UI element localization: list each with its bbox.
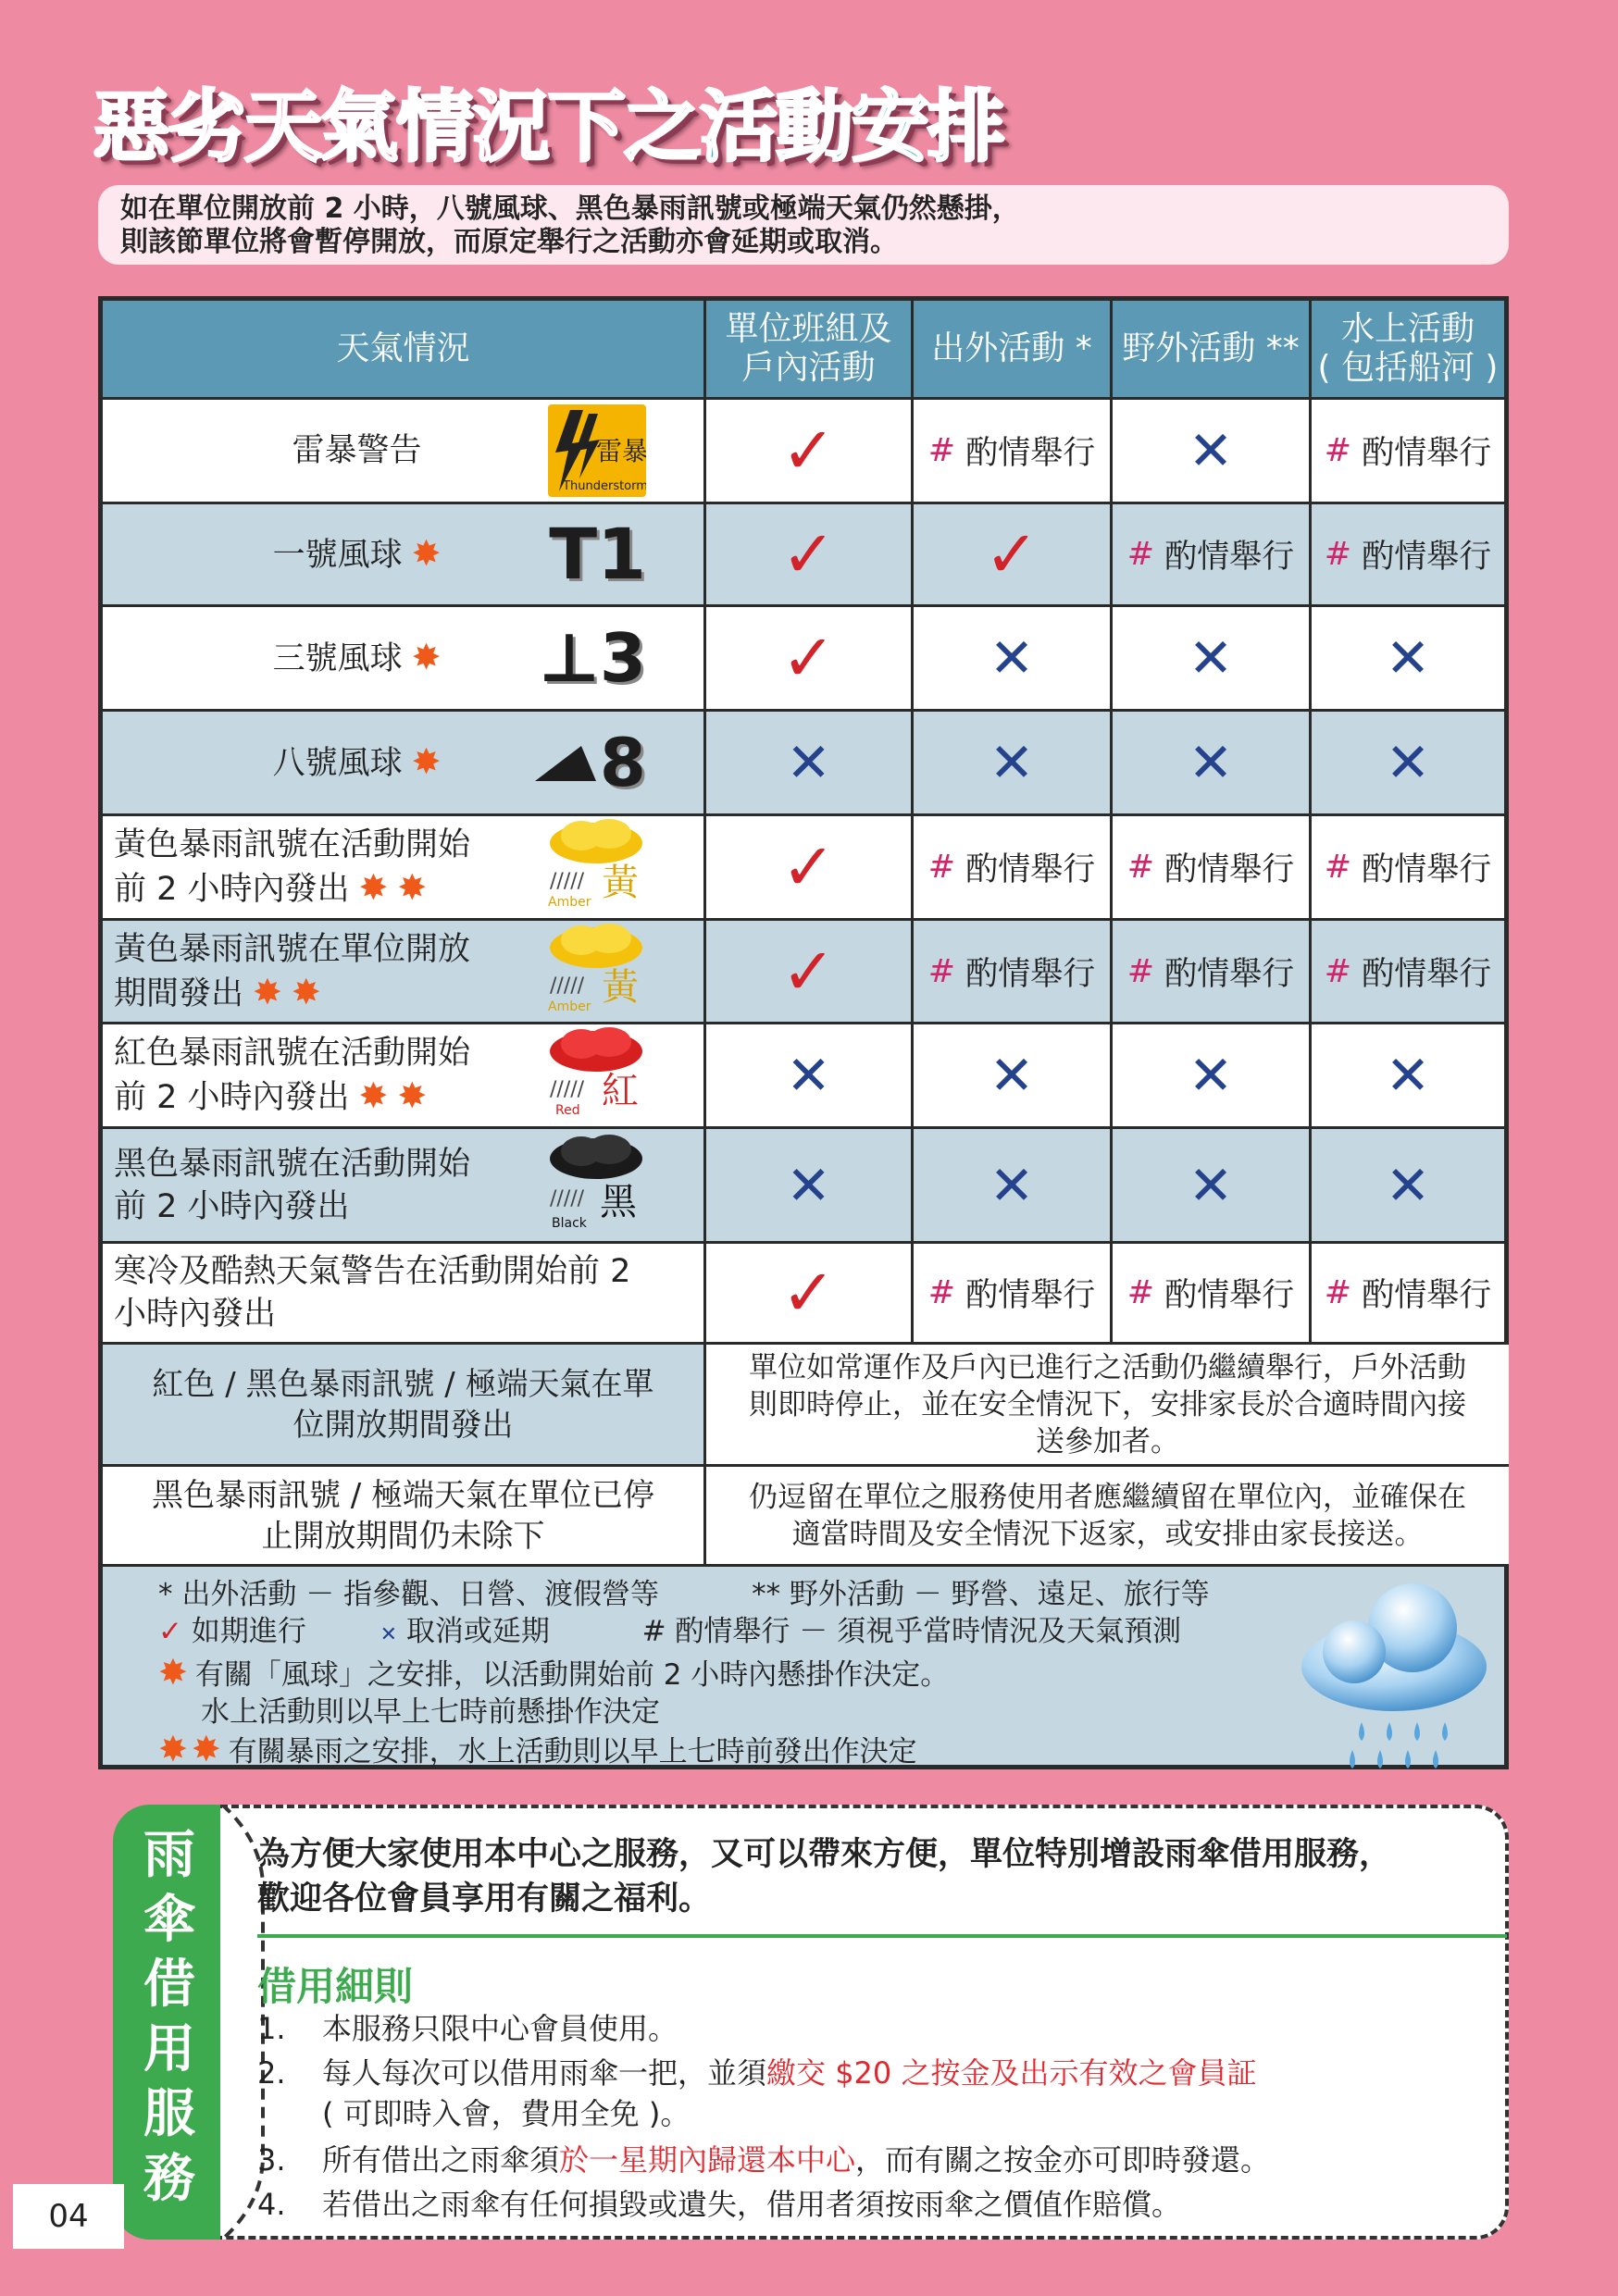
svg-text:Red: Red — [555, 1103, 580, 1116]
outing-value: # 酌情舉行 — [914, 816, 1113, 921]
table-header-row — [103, 301, 1504, 400]
table-row — [103, 1024, 1504, 1129]
outing-value — [914, 504, 1113, 607]
svg-text:Amber: Amber — [548, 895, 591, 908]
rule-item: 1. 本服務只限中心會員使用。 — [257, 2011, 678, 2046]
field-value: # 酌情舉行 — [1113, 921, 1312, 1024]
svg-text://///: ///// — [550, 1186, 585, 1210]
merged-arrangement: 仍逗留在單位之服務使用者應繼續留在單位內，並確保在 適當時間及安全情況下返家，或安排由家長接送。 — [706, 1467, 1509, 1567]
star-icon: ✸ — [158, 1729, 188, 1769]
cross-icon: ✕ — [1385, 1044, 1431, 1107]
water-value — [1312, 1129, 1504, 1244]
cross-icon: ✕ — [380, 1623, 397, 1646]
indoor-value — [706, 607, 914, 712]
rule-item: 3. 所有借出之雨傘須於一星期內歸還本中心，而有關之按金亦可即時發還。 — [257, 2142, 1271, 2178]
indoor-value — [706, 1024, 914, 1129]
water-value: # 酌情舉行 — [1312, 1244, 1504, 1345]
rule-item-continued: ( 可即時入會，費用全免 )。 — [322, 2096, 691, 2131]
water-value — [1312, 607, 1504, 712]
svg-text:黃: 黃 — [602, 965, 639, 1009]
condition-cell — [103, 1129, 706, 1244]
svg-text:Black: Black — [552, 1215, 587, 1231]
field-value — [1113, 1129, 1312, 1244]
umbrella-section-title: 雨 傘 借 用 服 務 — [143, 1825, 195, 2209]
condition-label: 八號風球 ✸ — [272, 741, 442, 782]
star-icon: ✸ — [411, 637, 442, 677]
black-rainstorm-icon — [544, 1129, 646, 1242]
svg-text://///: ///// — [550, 1078, 585, 1101]
page-title: 惡劣天氣情況下之活動安排 — [93, 81, 1004, 172]
condition-cell — [103, 400, 706, 504]
table-row — [103, 816, 1504, 921]
cross-icon: ✕ — [1385, 1153, 1431, 1217]
cross-icon: ✕ — [1188, 419, 1234, 482]
svg-text:Amber: Amber — [548, 999, 591, 1012]
cross-icon: ✕ — [1385, 731, 1431, 794]
water-value — [1312, 1024, 1504, 1129]
field-value — [1113, 1024, 1312, 1129]
condition-cell — [103, 712, 706, 816]
condition-label: 寒冷及酷熱天氣警告在活動開始前 2 小時內發出 — [114, 1253, 631, 1333]
condition-label: 三號風球 ✸ — [272, 637, 442, 677]
outing-value: # 酌情舉行 — [914, 1244, 1113, 1345]
borrow-rules-heading: 借用細則 — [257, 1964, 414, 2009]
indoor-value — [706, 504, 914, 607]
outing-value — [914, 1129, 1113, 1244]
indoor-value — [706, 712, 914, 816]
water-value — [1312, 712, 1504, 816]
svg-text://///: ///// — [550, 870, 585, 893]
cross-icon: ✕ — [1188, 731, 1234, 794]
water-value: # 酌情舉行 — [1312, 816, 1504, 921]
condition-label: 黃色暴雨訊號在活動開始 前 2 小時內發出 ✸ ✸ — [114, 826, 471, 908]
header-field: 野外活動 ** — [1113, 301, 1312, 400]
outing-value: # 酌情舉行 — [914, 400, 1113, 504]
signal-3-icon: ⊥3 — [539, 619, 646, 697]
check-icon: ✓ — [158, 1615, 182, 1648]
field-value — [1113, 400, 1312, 504]
cross-icon: ✕ — [1188, 1044, 1234, 1107]
field-value — [1113, 607, 1312, 712]
check-icon: ✓ — [781, 829, 836, 905]
table-row — [103, 921, 1504, 1024]
water-value: # 酌情舉行 — [1312, 921, 1504, 1024]
rule-item: 2. 每人每次可以借用雨傘一把，並須繳交 $20 之按金及出示有效之會員証 — [257, 2055, 1257, 2091]
merged-arrangement: 單位如常運作及戶內已進行之活動仍繼續舉行，戶外活動 則即時停止，並在安全情況下，安排家長於合適時間內接 送參加者。 — [706, 1345, 1509, 1467]
umbrella-intro: 為方便大家使用本中心之服務，又可以帶來方便，單位特別增設雨傘借用服務， 歡迎各位會員享用有關之福利。 — [257, 1836, 1392, 1917]
cross-icon: ✕ — [989, 1044, 1035, 1107]
condition-cell — [103, 1467, 706, 1567]
cross-icon: ✕ — [786, 731, 831, 794]
signal-8-icon: 8 — [535, 741, 646, 784]
rain-cloud-icon — [1297, 1574, 1491, 1778]
condition-label: 紅色 / 黑色暴雨訊號 / 極端天氣在單 位開放期間發出 — [152, 1365, 654, 1444]
check-icon: ✓ — [781, 516, 836, 592]
star-icon: ✸ — [411, 533, 442, 574]
svg-text:雷暴: 雷暴 — [595, 436, 646, 466]
cross-icon: ✕ — [989, 1153, 1035, 1217]
water-value: # 酌情舉行 — [1312, 504, 1504, 607]
svg-text:紅: 紅 — [602, 1070, 639, 1112]
cross-icon: ✕ — [786, 1153, 831, 1217]
amber-rainstorm-icon — [544, 815, 646, 919]
thunderstorm-warning-icon — [548, 404, 646, 497]
water-value: # 酌情舉行 — [1312, 400, 1504, 504]
check-icon: ✓ — [781, 620, 836, 696]
condition-cell — [103, 1244, 706, 1345]
svg-text:黃: 黃 — [602, 862, 639, 904]
header-outing: 出外活動 * — [914, 301, 1113, 400]
check-icon: ✓ — [781, 1255, 836, 1331]
check-icon: ✓ — [984, 516, 1039, 592]
indoor-value — [706, 921, 914, 1024]
red-rainstorm-icon — [544, 1024, 646, 1127]
condition-cell — [103, 1024, 706, 1129]
header-indoor: 單位班組及 戶內活動 — [706, 301, 914, 400]
indoor-value — [706, 1129, 914, 1244]
page-number: 04 — [13, 2184, 124, 2249]
intro-notice — [98, 185, 1509, 265]
table-row — [103, 1467, 1509, 1567]
indoor-value — [706, 816, 914, 921]
outing-value — [914, 1024, 1113, 1129]
condition-cell — [103, 921, 706, 1024]
cross-icon: ✕ — [989, 627, 1035, 689]
table-row — [103, 712, 1504, 816]
amber-rainstorm-icon — [544, 920, 646, 1024]
condition-label: 紅色暴雨訊號在活動開始 前 2 小時內發出 ✸ ✸ — [114, 1035, 471, 1116]
outing-value: # 酌情舉行 — [914, 921, 1113, 1024]
indoor-value — [706, 1244, 914, 1345]
divider — [257, 1934, 1507, 1938]
cross-icon: ✕ — [786, 1044, 831, 1107]
star-icon: ✸ — [411, 741, 442, 782]
condition-label: 一號風球 ✸ — [272, 533, 442, 574]
star-icon: ✸ — [191, 1729, 221, 1769]
indoor-value — [706, 400, 914, 504]
table-row — [103, 400, 1504, 504]
field-value: # 酌情舉行 — [1113, 1244, 1312, 1345]
table-legend: * 出外活動 － 指參觀、日營、渡假營等 ** 野外活動 － 野營、遠足、旅行等 ✓ 如期進行 ✕ 取消或延期 # 酌情舉行 － 須視乎當時情況及天氣預測 ✸ 有關「風球」之安排，以活動開始前 2 小時內懸掛作決定。 水上活動則以早上七時前懸掛作決定 ✸ ✸ 有關暴雨之安排，水上活動則以早上七時前發出作決定 — [103, 1567, 1504, 1765]
condition-cell — [103, 607, 706, 712]
table-row — [103, 504, 1504, 607]
condition-label: 雷暴警告 — [292, 432, 422, 469]
rule-item: 4. 若借出之雨傘有任何損毀或遺失，借用者須按雨傘之價值作賠償。 — [257, 2187, 1182, 2222]
signal-1-icon: T1 — [549, 513, 646, 595]
svg-text://///: ///// — [550, 974, 585, 998]
cross-icon: ✕ — [1385, 627, 1431, 689]
table-row — [103, 607, 1504, 712]
condition-cell — [103, 1345, 706, 1467]
header-weather: 天氣情況 — [103, 301, 706, 400]
condition-label: 黑色暴雨訊號 / 極端天氣在單位已停 止開放期間仍未除下 — [151, 1476, 655, 1555]
table-row — [103, 1129, 1504, 1244]
field-value — [1113, 712, 1312, 816]
svg-text:Thunderstorm: Thunderstorm — [563, 479, 646, 493]
outing-value — [914, 607, 1113, 712]
cross-icon: ✕ — [1188, 627, 1234, 689]
star-icon: ✸ — [158, 1652, 188, 1693]
svg-text:黑: 黑 — [600, 1180, 637, 1223]
check-icon: ✓ — [781, 933, 836, 1010]
condition-label: 黑色暴雨訊號在活動開始 前 2 小時內發出 — [114, 1145, 471, 1225]
check-icon: ✓ — [781, 413, 836, 489]
cross-icon: ✕ — [989, 731, 1035, 794]
condition-label: 黃色暴雨訊號在單位開放 期間發出 ✸ ✸ — [114, 930, 471, 1012]
header-water: 水上活動 ( 包括船河 ) — [1312, 301, 1504, 400]
weather-arrangement-table — [98, 296, 1509, 1769]
condition-cell — [103, 504, 706, 607]
cross-icon: ✕ — [1188, 1153, 1234, 1217]
table-row — [103, 1244, 1504, 1345]
outing-value — [914, 712, 1113, 816]
intro-line-1: 如在單位開放前 2 小時，八號風球、黑色暴雨訊號或極端天氣仍然懸掛， — [120, 192, 1020, 225]
table-row — [103, 1345, 1509, 1467]
intro-line-2: 則該節單位將會暫停開放，而原定舉行之活動亦會延期或取消。 — [120, 226, 898, 258]
field-value: # 酌情舉行 — [1113, 504, 1312, 607]
condition-cell — [103, 816, 706, 921]
field-value: # 酌情舉行 — [1113, 816, 1312, 921]
